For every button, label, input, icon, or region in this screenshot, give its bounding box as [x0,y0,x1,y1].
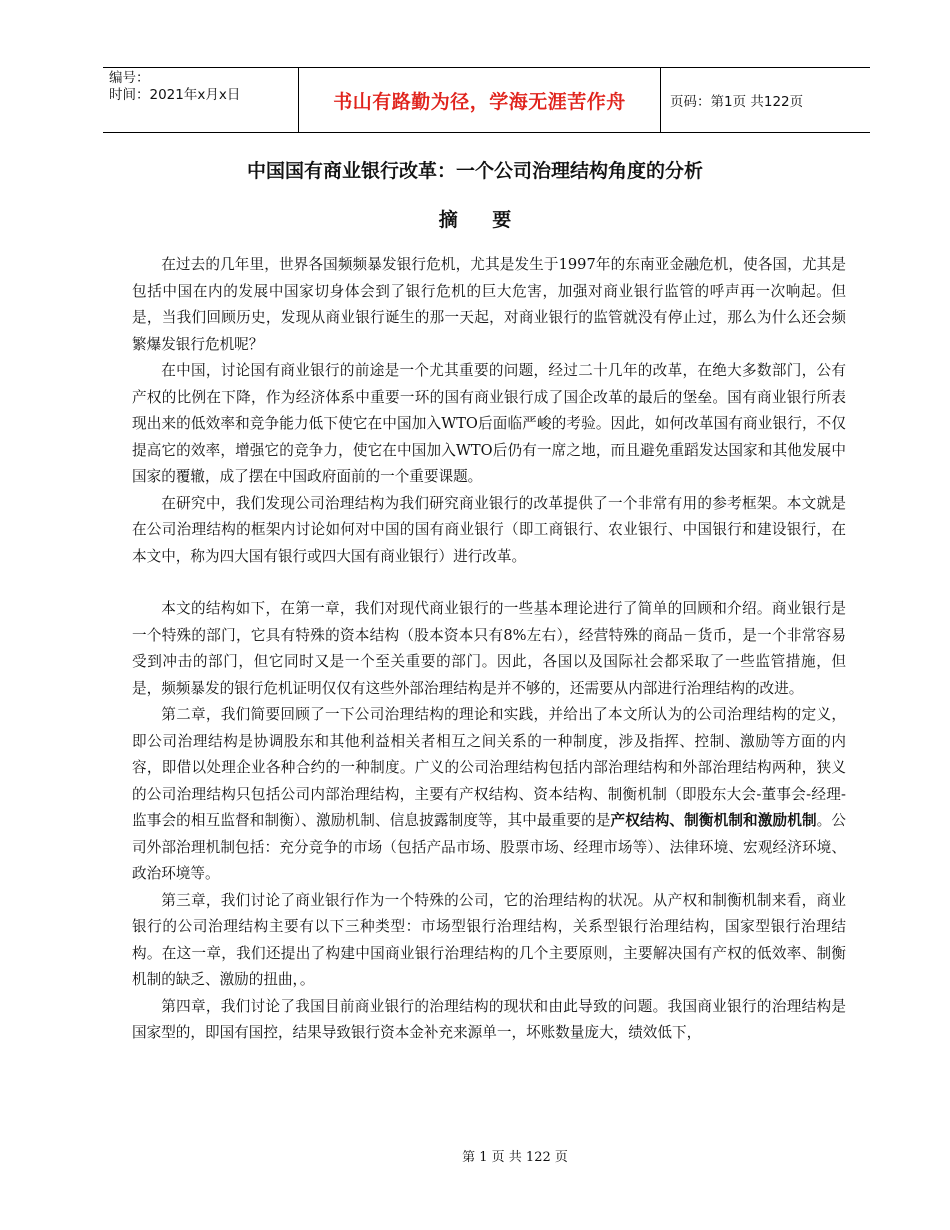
document-time-label: 时间：2021年x月x日 [109,87,241,103]
chapter-2-bold-text: 产权结构、制衡机制和激励机制 [610,812,817,829]
abstract-heading: 摘 要 [438,209,526,231]
chapter-2-text: 第二章，我们简要回顾了一下公司治理结构的理论和实践，并给出了本文所认为的公司治理结构的定义，即公司治理结构是协调股东和其他利益相关者相互之间关系的一种制度，涉及指挥、控制、激励等方面的内容，即借以处理企业各种合约的一种制度。广义的公司治理结构包括内部治理结构和外部治理结构两种，狭义的公司治理结构只包括公司内部治理结构，主要有产权结构、资本结构、制衡机制（即股东大会-董事会-经理-监事会的相互监督和制衡）、激励机制、信息披露制度等，其中最重要的是 [132,706,846,829]
paragraph-framework: 在研究中，我们发现公司治理结构为我们研究商业银行的改革提供了一个非常有用的参考框架。本文就是在公司治理结构的框架内讨论如何对中国的国有商业银行（即工商银行、农业银行、中国银行和建设银行，在本文中，称为四大国有银行或四大国有商业银行）进行改革。 [132,494,846,565]
paragraph-chapter-4: 第四章，我们讨论了我国目前商业银行的治理结构的现状和由此导致的问题。我国商业银行的治理结构是国家型的，即国有国控，结果导致银行资本金补充来源单一，坏账数量庞大，绩效低下， [132,997,846,1041]
paragraph-chapter-2 [132,702,846,888]
paragraph-chapter-3: 第三章，我们讨论了商业银行作为一个特殊的公司，它的治理结构的状况。从产权和制衡机制来看，商业银行的公司治理结构主要有以下三种类型：市场型银行治理结构，关系型银行治理结构，国家型银行治理结构。在这一章，我们还提出了构建中国商业银行治理结构的几个主要原则，主要解决国有产权的低效率、制衡机制的缺乏、激励的扭曲，。 [132,891,846,988]
document-title: 中国国有商业银行改革：一个公司治理结构角度的分析 [246,160,703,182]
header-motto: 书山有路勤为径，学海无涯苦作舟 [298,68,661,132]
abstract-body [132,252,846,1047]
header-meta-cell [103,68,298,132]
paragraph-chapter-1: 本文的结构如下，在第一章，我们对现代商业银行的一些基本理论进行了简单的回顾和介绍。商业银行是一个特殊的部门，它具有特殊的资本结构（股本资本只有8%左右），经营特殊的商品－货币，是一个非常容易受到冲击的部门，但它同时又是一个至关重要的部门。因此，各国以及国际社会都采取了一些监管措施，但是，频频暴发的银行危机证明仅仅有这些外部治理结构是并不够的，还需要从内部进行治理结构的改进。 [132,600,846,697]
document-number-label: 编号： [109,70,150,86]
header-page-info: 页码：第1页 共122页 [670,94,804,110]
chapter-2-text-end: 。公司外部治理机制包括：充分竞争的市场（包括产品市场、股票市场、经理市场等）、法律环境、宏观经济环境、政治环境等。 [132,812,846,882]
header-table [103,67,870,133]
page-footer: 第 1 页 共 122 页 [462,1150,568,1165]
paragraph-china: 在中国，讨论国有商业银行的前途是一个尤其重要的问题，经过二十几年的改革，在绝大多数部门，公有产权的比例在下降，作为经济体系中重要一环的国有商业银行成了国企改革的最后的堡垒。国有商业银行所表现出来的低效率和竞争能力低下使它在中国加入WTO后面临严峻的考验。因此，如何改革国有商业银行，不仅提高它的效率，增强它的竞争力，使它在中国加入WTO后仍有一席之地，而且避免重蹈发达国家和其他发展中国家的覆辙，成了摆在中国政府面前的一个重要课题。 [132,362,846,485]
paragraph-intro: 在过去的几年里，世界各国频频暴发银行危机，尤其是发生于1997年的东南亚金融危机，使各国，尤其是包括中国在内的发展中国家切身体会到了银行危机的巨大危害，加强对商业银行监管的呼声再一次响起。但是，当我们回顾历史，发现从商业银行诞生的那一天起，对商业银行的监管就没有停止过，那么为什么还会频繁爆发银行危机呢？ [132,256,846,353]
